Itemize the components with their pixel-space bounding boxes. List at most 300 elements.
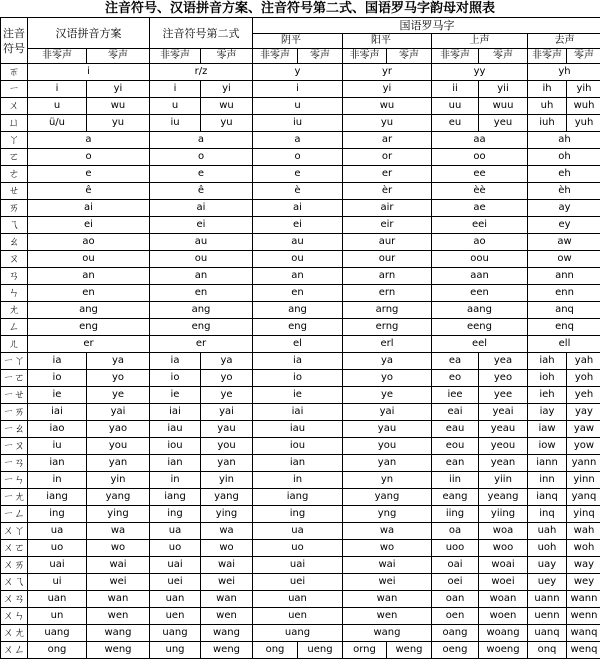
table-cell: weng [201,642,253,659]
table-cell: uang [150,625,201,642]
header-zero: 零声 [201,49,253,64]
table-cell: yai [201,404,253,421]
table-row [1,234,600,251]
table-cell: yean [479,455,528,472]
header-nonzero: 非零声 [528,49,567,64]
header-nonzero: 非零声 [28,49,87,64]
table-cell: iai [253,404,343,421]
table-cell: ie [253,387,343,404]
table-cell: r/z [150,64,253,81]
table-cell: er [150,336,253,353]
table-row [1,472,600,489]
table-cell: yang [87,489,150,506]
table-cell: ei [253,217,343,234]
table-cell: iay [528,404,567,421]
table-cell: ow [528,251,600,268]
table-cell: ei [150,217,253,234]
table-cell: woan [479,591,528,608]
table-cell: uan [28,591,87,608]
zhuyin-symbol: ㄧㄡ [1,438,28,455]
table-cell: eeng [432,319,528,336]
table-cell: u [28,98,87,115]
table-cell: wan [87,591,150,608]
table-cell: yan [201,455,253,472]
table-cell: orng [343,642,387,659]
table-cell: woh [567,540,600,557]
table-cell: aan [432,268,528,285]
table-cell: wa [201,523,253,540]
table-cell: ell [528,336,600,353]
header-tone-4: 去声 [528,34,600,49]
table-cell: yu [87,115,150,132]
table-cell: yo [87,370,150,387]
table-cell: ai [28,200,150,217]
table-row [1,506,600,523]
header-tone-3: 上声 [432,34,528,49]
table-cell: e [150,166,253,183]
table-cell: yeai [479,404,528,421]
table-cell: el [253,336,343,353]
table-cell: wei [87,574,150,591]
table-row [1,608,600,625]
table-cell: wanq [567,625,600,642]
table-cell: wan [201,591,253,608]
table-cell: yih [567,81,600,98]
table-cell: yeau [479,421,528,438]
table-cell: yu [343,115,432,132]
table-row [1,302,600,319]
table-cell: ing [253,506,343,523]
zhuyin-symbol: ㄨㄛ [1,540,28,557]
table-cell: o [253,149,343,166]
table-cell: eng [150,319,253,336]
header-nonzero: 非零声 [343,49,387,64]
table-cell: iou [150,438,201,455]
zhuyin-symbol: ㄧㄣ [1,472,28,489]
table-cell: woen [479,608,528,625]
table-cell: arng [343,302,432,319]
table-cell: wa [87,523,150,540]
table-cell: ie [28,387,87,404]
table-cell: ioh [528,370,567,387]
zhuyin-symbol: ㄧㄥ [1,506,28,523]
header-zhuyin: 注音符号 [1,18,28,64]
table-cell: yo [201,370,253,387]
table-row [1,98,600,115]
table-cell: iah [528,353,567,370]
table-cell: wu [343,98,432,115]
table-cell: ay [528,200,600,217]
table-cell: io [28,370,87,387]
table-cell: iow [528,438,567,455]
table-cell: wang [87,625,150,642]
table-cell: wen [343,608,432,625]
zhuyin-symbol: ㄦ [1,336,28,353]
table-cell: woei [479,574,528,591]
header-second-form: 注音符号第二式 [150,18,253,49]
table-cell: yan [87,455,150,472]
table-cell: uoo [432,540,479,557]
table-cell: iao [28,421,87,438]
table-cell: o [150,149,253,166]
table-row [1,81,600,98]
table-cell: uang [28,625,87,642]
zhuyin-symbol: ㄛ [1,149,28,166]
table-cell: èè [432,183,528,200]
zhuyin-symbol: ㄧ [1,81,28,98]
table-cell: yn [343,472,432,489]
table-cell: wai [87,557,150,574]
table-cell: way [567,557,600,574]
table-cell: yo [343,370,432,387]
table-cell: uu [432,98,479,115]
table-cell: i [150,81,201,98]
table-cell: yeo [479,370,528,387]
table-cell: uann [528,591,567,608]
table-cell: uo [28,540,87,557]
table-row [1,319,600,336]
zhuyin-symbol: ㄧㄢ [1,455,28,472]
header-tone-2: 阳平 [343,34,432,49]
table-cell: eai [432,404,479,421]
zhuyin-symbol: ㄤ [1,302,28,319]
table-row [1,149,600,166]
table-cell: weng [387,642,432,659]
table-cell: uey [528,574,567,591]
zhuyin-symbol: ㄡ [1,251,28,268]
table-cell: yh [528,64,600,81]
zhuyin-symbol: ㄨㄚ [1,523,28,540]
table-cell: or [343,149,432,166]
table-row [1,115,600,132]
table-cell: iu [253,115,343,132]
table-cell: yinq [567,506,600,523]
table-cell: weng [87,642,150,659]
table-cell: iang [28,489,87,506]
table-cell: uah [528,523,567,540]
table-cell: eu [432,115,479,132]
table-cell: iann [528,455,567,472]
table-cell: yi [87,81,150,98]
table-cell: uay [528,557,567,574]
table-cell: eh [528,166,600,183]
table-cell: yi [201,81,253,98]
table-row [1,557,600,574]
table-cell: wenn [567,608,600,625]
table-cell: ying [87,506,150,523]
table-cell: yanq [567,489,600,506]
header-nonzero: 非零声 [432,49,479,64]
table-cell: ye [87,387,150,404]
table-cell: ia [253,353,343,370]
header-zero: 零声 [479,49,528,64]
table-cell: wo [343,540,432,557]
table-cell: you [343,438,432,455]
table-cell: ü/u [28,115,87,132]
table-cell: iee [432,387,479,404]
table-cell: wuu [479,98,528,115]
table-cell: uai [253,557,343,574]
table-cell: erl [343,336,432,353]
table-cell: yin [201,472,253,489]
table-cell: i [28,81,87,98]
table-cell: ai [253,200,343,217]
table-row [1,625,600,642]
zhuyin-symbol: ㄠ [1,234,28,251]
table-cell: ia [150,353,201,370]
table-cell: ou [253,251,343,268]
table-cell: ua [150,523,201,540]
table-cell: oai [432,557,479,574]
table-cell: yai [343,404,432,421]
table-cell: iai [28,404,87,421]
table-cell: iai [150,404,201,421]
table-cell: yeou [479,438,528,455]
table-cell: ar [343,132,432,149]
header-zero: 零声 [298,49,343,64]
table-cell: ong [253,642,298,659]
table-row [1,540,600,557]
table-cell: inn [528,472,567,489]
table-cell: en [28,285,150,302]
table-cell: ie [150,387,201,404]
table-cell: uenn [528,608,567,625]
table-cell: ian [253,455,343,472]
table-row [1,387,600,404]
zhuyin-symbol: ㄨㄞ [1,557,28,574]
table-cell: in [150,472,201,489]
table-cell: uan [253,591,343,608]
table-cell: our [343,251,432,268]
table-cell: i [28,64,150,81]
table-row [1,64,600,81]
table-cell: iing [432,506,479,523]
table-cell: au [253,234,343,251]
table-cell: yeang [479,489,528,506]
table-row [1,404,600,421]
table-row [1,285,600,302]
table-cell: èr [343,183,432,200]
table-cell: eau [432,421,479,438]
table-cell: ih [528,81,567,98]
table-cell: ang [28,302,150,319]
zhuyin-symbol: ㄟ [1,217,28,234]
header-zero: 零声 [387,49,432,64]
zhuyin-symbol: ㄨㄢ [1,591,28,608]
table-cell: ong [28,642,87,659]
table-row [1,353,600,370]
table-cell: oou [432,251,528,268]
table-cell: aang [432,302,528,319]
table-cell: enn [528,285,600,302]
zhuyin-symbol: ㄨ [1,98,28,115]
header-initial-row [1,49,600,64]
table-cell: ou [150,251,253,268]
table-row [1,217,600,234]
table-cell: ia [28,353,87,370]
table-cell: iu [28,438,87,455]
table-cell: an [150,268,253,285]
table-cell: ee [432,166,528,183]
table-cell: io [150,370,201,387]
zhuyin-symbol: ㄜ [1,166,28,183]
zhuyin-symbol: ㄚ [1,132,28,149]
table-cell: wai [201,557,253,574]
table-row [1,591,600,608]
table-cell: yau [201,421,253,438]
table-cell: iang [150,489,201,506]
table-cell: è [253,183,343,200]
table-row [1,574,600,591]
table-cell: eou [432,438,479,455]
table-cell: ii [432,81,479,98]
table-cell: wen [201,608,253,625]
table-cell: yy [432,64,528,81]
table-cell: yr [343,64,432,81]
table-cell: uei [150,574,201,591]
table-cell: wah [567,523,600,540]
header-nonzero: 非零声 [150,49,201,64]
table-cell: uen [253,608,343,625]
table-row [1,455,600,472]
table-cell: yay [567,404,600,421]
table-cell: yaw [567,421,600,438]
table-cell: yau [343,421,432,438]
table-row [1,370,600,387]
table-cell: yiing [479,506,528,523]
table-cell: een [432,285,528,302]
table-cell: u [253,98,343,115]
table-cell: e [253,166,343,183]
table-row [1,489,600,506]
table-cell: yinn [567,472,600,489]
table-cell: er [28,336,150,353]
table-cell: uen [150,608,201,625]
zhuyin-symbol: ㄥ [1,319,28,336]
table-cell: onq [528,642,567,659]
table-cell: wu [201,98,253,115]
table-cell: ian [150,455,201,472]
table-cell: air [343,200,432,217]
table-cell: inq [528,506,567,523]
zhuyin-symbol: ㄞ [1,200,28,217]
table-cell: yao [87,421,150,438]
table-cell: yai [87,404,150,421]
table-cell: u [150,98,201,115]
table-cell: wan [343,591,432,608]
table-cell: uang [253,625,343,642]
table-cell: yea [479,353,528,370]
table-cell: au [150,234,253,251]
table-cell: woai [479,557,528,574]
table-row [1,183,600,200]
table-cell: yann [567,455,600,472]
table-cell: ya [87,353,150,370]
table-cell: iuh [528,115,567,132]
table-cell: ang [253,302,343,319]
table-cell: yiin [479,472,528,489]
header-tone-1: 阴平 [253,34,343,49]
table-cell: yeu [479,115,528,132]
header-zero: 零声 [567,49,600,64]
table-cell: ê [150,183,253,200]
table-cell: ou [28,251,150,268]
table-cell: yeh [567,387,600,404]
table-cell: e [28,166,150,183]
table-cell: in [253,472,343,489]
table-cell: ung [150,642,201,659]
table-cell: oang [432,625,479,642]
table-cell: yu [201,115,253,132]
table-cell: wuh [567,98,600,115]
table-cell: iaw [528,421,567,438]
table-cell: ui [28,574,87,591]
table-cell: woa [479,523,528,540]
table-cell: ieh [528,387,567,404]
zhuyin-symbol: ㄣ [1,285,28,302]
table-row [1,251,600,268]
table-cell: wang [201,625,253,642]
table-cell: wann [567,591,600,608]
table-cell: wo [87,540,150,557]
table-cell: a [150,132,253,149]
table-cell: yah [567,353,600,370]
table-row [1,336,600,353]
header-pinyin: 汉语拼音方案 [28,18,150,49]
table-cell: arn [343,268,432,285]
table-cell: uai [28,557,87,574]
table-cell: ya [343,353,432,370]
zhuyin-symbol: ㄭ [1,64,28,81]
zhuyin-symbol: ㄧㄞ [1,404,28,421]
table-cell: ah [528,132,600,149]
table-cell: wey [567,574,600,591]
table-cell: uei [253,574,343,591]
header-nonzero: 非零声 [253,49,298,64]
table-cell: yuh [567,115,600,132]
table-cell: yee [479,387,528,404]
table-cell: oo [432,149,528,166]
zhuyin-symbol: ㄧㄚ [1,353,28,370]
table-cell: eng [253,319,343,336]
zhuyin-symbol: ㄨㄥ [1,642,28,659]
table-cell: er [343,166,432,183]
page-title: 注音符号、汉语拼音方案、注音符号第二式、国语罗马字韵母对照表 [0,0,600,17]
table-cell: ua [253,523,343,540]
table-cell: wa [343,523,432,540]
table-cell: an [253,268,343,285]
table-cell: an [28,268,150,285]
table-cell: ing [150,506,201,523]
table-cell: ye [201,387,253,404]
table-cell: ing [28,506,87,523]
table-cell: yi [343,81,432,98]
table-cell: ang [150,302,253,319]
table-cell: wu [87,98,150,115]
table-cell: uai [150,557,201,574]
table-cell: y [253,64,343,81]
table-cell: ao [432,234,528,251]
table-cell: eei [432,217,528,234]
table-cell: wei [343,574,432,591]
table-cell: ianq [528,489,567,506]
table-cell: eel [432,336,528,353]
table-cell: un [28,608,87,625]
table-cell: yii [479,81,528,98]
table-cell: ann [528,268,600,285]
table-cell: eng [28,319,150,336]
table-cell: uoh [528,540,567,557]
